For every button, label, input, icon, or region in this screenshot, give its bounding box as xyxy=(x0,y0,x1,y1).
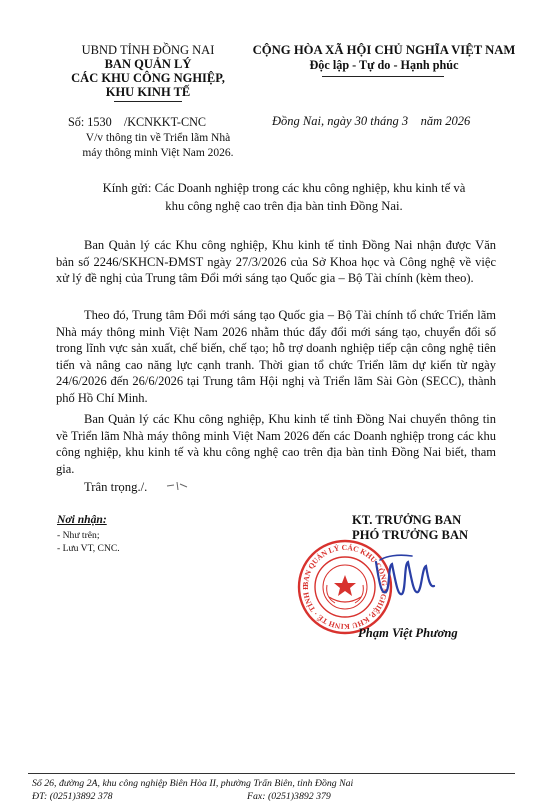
closing-regards: Trân trọng./. xyxy=(84,480,148,494)
recipient-item-1: - Như trên; xyxy=(57,530,100,541)
body-paragraph-1: Ban Quản lý các Khu công nghiệp, Khu kinh tế tỉnh Đồng Nai nhận được Văn bản số 2246/SKHCN-ĐMST ngày 27/3/2026 của Sở Khoa học và Công nghệ về việc xử lý đề nghị của Trung tâm Đổi mới sáng tạo Quốc gia – Bộ Tài chính (kèm theo). xyxy=(56,238,496,286)
org-parent: UBND TỈNH ĐỒNG NAI xyxy=(81,43,215,57)
document-subject xyxy=(63,131,253,161)
subject-line1: V/v thông tin về Triển lãm Nhà xyxy=(85,132,231,144)
signer-title-1: KT. TRƯỞNG BAN xyxy=(352,513,462,527)
addressee-line2: khu công nghệ cao trên địa bàn tỉnh Đồng Nai. xyxy=(165,199,403,213)
signer-title-2: PHÓ TRƯỞNG BAN xyxy=(352,528,469,542)
signature-icon xyxy=(372,548,448,614)
handwritten-mark xyxy=(165,479,189,495)
check-mark-icon xyxy=(165,479,189,491)
motto-underline xyxy=(322,76,444,77)
national-motto: Độc lập - Tự do - Hạnh phúc xyxy=(309,58,459,72)
handwritten-signature xyxy=(372,548,448,614)
body-paragraph-3: Ban Quản lý các Khu công nghiệp, Khu kinh tế tỉnh Đồng Nai chuyển thông tin về Triển lãm Nhà máy thông minh Việt Nam 2026 đến các Doanh nghiệp trong các khu công nghiệp, khu kinh tế và khu công nghệ cao trên địa bàn tỉnh Đồng Nai biết, tham gia. xyxy=(56,412,496,476)
body-paragraph-2: Theo đó, Trung tâm Đổi mới sáng tạo Quốc gia – Bộ Tài chính tổ chức Triển lãm Nhà máy thông minh Việt Nam 2026 nhằm thúc đẩy đổi mới sáng tạo, chuyển đổi số trong lĩnh vực sản xuất, chế biến, chế tạo; hỗ trợ doanh nghiệp tiếp cận công nghệ tiên tiến và nâng cao năng lực cạnh tranh. Thời gian tổ chức Triển lãm dự kiến từ ngày 24/6/2026 đến 26/6/2026 tại Trung tâm Hội nghị và Triển lãm Sài Gòn (SECC), thành phố Hồ Chí Minh. xyxy=(56,308,496,405)
recipient-item-2: - Lưu VT, CNC. xyxy=(57,543,120,554)
document-number: Số: 1530 /KCNKKT-CNC xyxy=(68,115,207,129)
footer-divider xyxy=(28,773,515,774)
document-date: Đồng Nai, ngày 30 tháng 3 năm 2026 xyxy=(272,114,471,128)
signer-name: Phạm Việt Phương xyxy=(358,626,458,640)
addressee xyxy=(84,179,484,215)
org-name-line1: BAN QUẢN LÝ xyxy=(104,57,192,71)
national-title: CỘNG HÒA XÃ HỘI CHỦ NGHĨA VIỆT NAM xyxy=(252,43,516,57)
org-name-line3: KHU KINH TẾ xyxy=(105,85,191,99)
subject-line2: máy thông minh Việt Nam 2026. xyxy=(82,147,234,159)
seal-text: BAN QUẢN LÝ CÁC KHU CÔNG NGHIỆP, KHU KINH TẾ · TỈNH Đ xyxy=(300,542,390,632)
footer-address: Số 26, đường 2A, khu công nghiệp Biên Hòa II, phường Trấn Biên, tỉnh Đồng Nai xyxy=(32,778,354,789)
org-name-line2: CÁC KHU CÔNG NGHIỆP, xyxy=(71,71,225,85)
footer-phone: ĐT: (0251)3892 378 xyxy=(32,791,113,802)
addressee-line1: Kính gửi: Các Doanh nghiệp trong các khu công nghiệp, khu kinh tế và xyxy=(102,181,466,195)
footer-fax: Fax: (0251)3892 379 xyxy=(247,791,331,802)
recipients-title: Nơi nhận: xyxy=(57,513,107,526)
org-underline xyxy=(114,101,182,102)
